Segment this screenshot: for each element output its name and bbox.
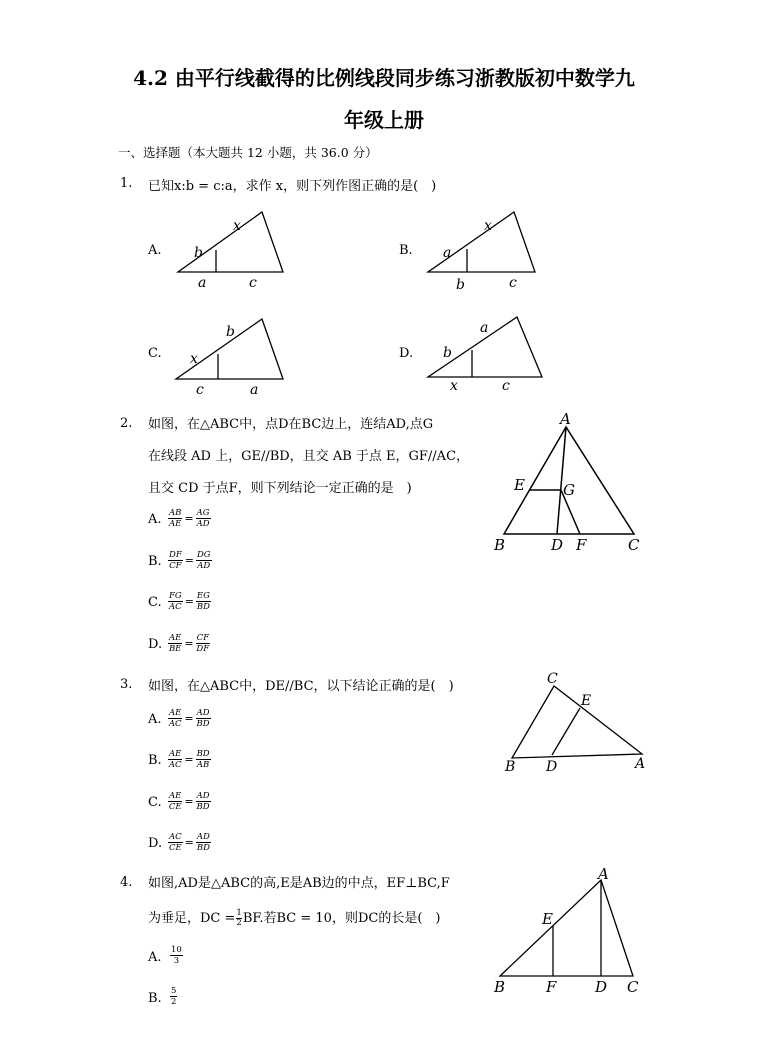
q3-b-left-den: AC (168, 760, 182, 770)
q3-number: 3. (120, 677, 133, 692)
q4-number: 4. (120, 875, 133, 890)
q4-a-den: 3 (173, 956, 180, 966)
q2-fig-label-b: B (494, 536, 506, 554)
q3-d-right-den: BD (196, 843, 210, 853)
q3-option-c-label[interactable]: C. (148, 795, 162, 810)
q1-text: 已知x:b = c:a，求作 x，则下列作图正确的是( ) (148, 179, 437, 194)
q2-b-right-den: AD (197, 561, 211, 571)
q2-c-right-num: EG (196, 591, 210, 601)
q3-b-right-den: AB (196, 760, 210, 770)
q2-option-d-label[interactable]: D. (148, 637, 163, 652)
q2-d-left-den: BE (168, 644, 182, 654)
q2-text-line2: 在线段 AD 上，GE//BD，且交 AB 于点 E，GF//AC， (148, 449, 470, 464)
q1-option-a-label[interactable]: A. (148, 243, 162, 258)
q3-option-a-formula[interactable]: $\frac{AE}{AC}$ = $\frac{AD}{BD}$ (168, 708, 210, 729)
q2-a-left-num: AB (169, 508, 182, 518)
q4-text-line2 (148, 907, 440, 928)
q2-fig-label-c: C (628, 536, 640, 554)
q3-c-right-num: AD (196, 791, 210, 801)
q2-option-b-formula[interactable]: $\frac{DF}{CF}$ = $\frac{DG}{AD}$ (169, 550, 211, 571)
q1-option-c-label[interactable]: C. (148, 346, 162, 361)
q4-text-line2-part2: BF.若BC = 10，则DC的长是( ) (242, 911, 441, 926)
q3-option-b-label[interactable]: B. (148, 753, 162, 768)
document-title-line2: 年级上册 (344, 108, 424, 132)
q1-c-side-label: x (190, 351, 198, 367)
q3-option-b-formula[interactable]: $\frac{AE}{AC}$ = $\frac{BD}{AB}$ (168, 749, 210, 770)
q1-a-base-left-label: a (198, 275, 207, 291)
q1-d-base-left-label: x (450, 378, 458, 394)
q1-option-b-figure[interactable] (422, 205, 542, 295)
q1-option-d-label[interactable]: D. (399, 346, 414, 361)
q2-b-right-num: DG (196, 550, 211, 560)
q2-fig-label-g: G (563, 481, 575, 499)
q1-a-top-label: x (233, 218, 241, 234)
q1-b-side-label: a (443, 245, 452, 261)
q2-fig-label-f: F (576, 536, 587, 554)
q4-half-fraction (236, 909, 241, 928)
q4-option-a-value[interactable] (170, 945, 183, 966)
q1-option-d-figure[interactable] (422, 310, 547, 400)
q2-option-a-label[interactable]: A. (148, 512, 162, 527)
q2-d-left-num: AE (169, 633, 182, 643)
q4-fig-label-b: B (494, 978, 506, 996)
q2-b-left-num: DF (169, 550, 182, 560)
q2-option-b-label[interactable]: B. (148, 554, 162, 569)
q1-d-top-label: a (480, 320, 489, 336)
q3-fig-label-e: E (581, 693, 592, 709)
q3-fig-label-b: B (505, 759, 516, 775)
q3-b-right-num: BD (196, 749, 210, 759)
q1-d-base-right-label: c (502, 378, 510, 394)
q2-a-right-den: AD (196, 519, 210, 529)
q3-a-left-num: AE (169, 708, 182, 718)
q2-text-line3: 且交 CD 于点F，则下列结论一定正确的是 ) (148, 481, 412, 496)
q2-option-c-formula[interactable]: $\frac{FG}{AC}$ = $\frac{EG}{BD}$ (169, 591, 210, 612)
q2-number: 2. (120, 416, 133, 431)
q3-text: 如图，在△ABC中，DE//BC，以下结论正确的是( ) (148, 679, 454, 694)
q2-b-left-den: CF (169, 561, 182, 571)
q1-b-base-right-label: c (509, 275, 517, 291)
q2-option-d-formula[interactable]: $\frac{AE}{BE}$ = $\frac{CF}{DF}$ (168, 633, 210, 654)
q3-option-d-formula[interactable]: $\frac{AC}{CE}$ = $\frac{AD}{BD}$ (168, 832, 210, 853)
q3-fig-label-c: C (547, 671, 558, 687)
q3-a-left-den: AC (168, 719, 182, 729)
q4-fig-label-d: D (595, 978, 608, 996)
section-header: 一、选择题（本大题共 12 小题，共 36.0 分） (118, 145, 378, 160)
q4-option-b-label[interactable]: B. (148, 991, 162, 1006)
q4-half-den: 2 (236, 918, 242, 928)
q2-fig-label-d: D (551, 536, 564, 554)
q2-a-right-num: AG (196, 508, 210, 518)
q3-figure (500, 668, 660, 778)
q1-b-top-label: x (484, 218, 492, 234)
q2-d-right-den: DF (196, 644, 210, 654)
q1-number: 1. (120, 176, 133, 191)
document-title-line1: 4.2 由平行线截得的比例线段同步练习浙教版初中数学九 (133, 66, 635, 90)
q4-figure (490, 862, 650, 1002)
q1-c-base-right-label: a (250, 382, 259, 398)
q4-fig-label-a: A (598, 865, 609, 883)
q4-a-num: 10 (171, 945, 182, 955)
q2-c-left-den: AC (169, 602, 182, 612)
q3-option-a-label[interactable]: A. (148, 712, 162, 727)
q2-fig-label-e: E (514, 476, 525, 494)
q3-fig-label-a: A (635, 756, 646, 772)
q4-fig-label-c: C (627, 978, 639, 996)
q3-option-c-formula[interactable]: $\frac{AE}{CE}$ = $\frac{AD}{BD}$ (168, 791, 210, 812)
q2-fig-label-a: A (560, 410, 571, 428)
q1-c-base-left-label: c (196, 382, 204, 398)
q1-option-c-figure[interactable] (170, 312, 290, 402)
q1-d-side-label: b (443, 345, 452, 361)
q4-text-line1: 如图,AD是△ABC的高,E是AB边的中点，EF⊥BC,F (148, 876, 450, 891)
q2-c-right-den: BD (196, 602, 210, 612)
q3-d-left-num: AC (169, 832, 182, 842)
q4-fig-label-f: F (546, 978, 557, 996)
q2-text-line1: 如图，在△ABC中，点D在BC边上，连结AD,点G (148, 417, 434, 432)
q2-option-c-label[interactable]: C. (148, 595, 162, 610)
q4-option-b-value[interactable] (170, 986, 177, 1007)
q4-text-line2-part1: 为垂足，DC = (148, 911, 236, 926)
q2-c-left-num: FG (169, 591, 182, 601)
q3-a-right-num: AD (196, 708, 210, 718)
q1-a-side-label: b (194, 245, 203, 261)
q1-a-base-right-label: c (249, 275, 257, 291)
q2-figure (490, 405, 650, 555)
q3-fig-label-d: D (546, 759, 558, 775)
q4-fig-label-e: E (542, 910, 553, 928)
q3-c-left-den: CE (168, 802, 182, 812)
q4-b-num: 5 (171, 986, 177, 996)
q3-a-right-den: BD (196, 719, 210, 729)
q3-c-right-den: BD (196, 802, 210, 812)
q2-option-a-formula[interactable]: $\frac{AB}{AE}$ = $\frac{AG}{AD}$ (169, 508, 210, 529)
q3-d-right-num: AD (196, 832, 210, 842)
q4-half-num: 1 (236, 908, 242, 918)
q2-a-left-den: AE (169, 519, 182, 529)
q3-c-left-num: AE (169, 791, 182, 801)
q3-d-left-den: CE (168, 843, 182, 853)
q1-option-b-label[interactable]: B. (399, 243, 413, 258)
q3-b-left-num: AE (169, 749, 182, 759)
q1-c-top-label: b (226, 324, 235, 340)
q4-option-a-label[interactable]: A. (148, 950, 162, 965)
q1-b-base-left-label: b (456, 277, 465, 293)
q4-b-den: 2 (171, 997, 177, 1007)
q2-d-right-num: CF (196, 633, 209, 643)
q3-option-d-label[interactable]: D. (148, 836, 163, 851)
q1-option-a-figure[interactable] (170, 205, 290, 295)
